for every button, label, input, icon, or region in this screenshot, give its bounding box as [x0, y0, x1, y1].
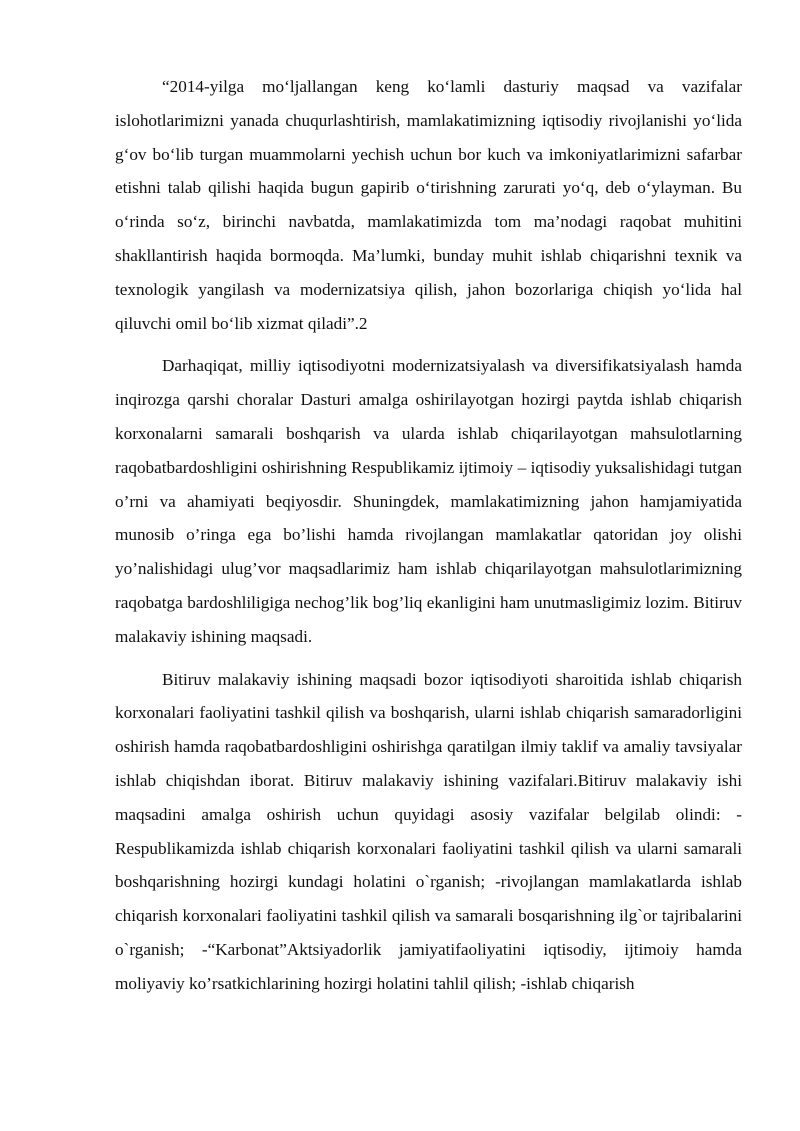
paragraph-relevance: Darhaqiqat, milliy iqtisodiyotni modernizatsiyalash va diversifikatsiyalash hamda inqirozga qarshi choralar Dasturi amalga oshirilayotgan hozirgi paytda ishlab chiqarish korxonalarni samarali boshqarish va ularda ishlab chiqarilayotgan mahsulotlarning raqobatbardoshligini oshirishning Respublikamiz ijtimoiy – iqtisodiy yuksalishidagi tutgan o’rni va ahamiyati beqiyosdir. Shuningdek, mamlakatimizning jahon hamjamiyatida munosib o’ringa ega bo’lishi hamda rivojlangan mamlakatlar qatoridan joy olishi yo’nalishidagi ulug’vor maqsadlarimiz ham ishlab chiqarilayotgan mahsulotlarimizning raqobatga bardoshliligiga nechog’lik bog’liq ekanligini ham unutmasligimiz lozim. Bitiruv malakaviy ishining maqsadi. — [115, 356, 742, 646]
document-page — [115, 70, 742, 1010]
paragraph-quote: “2014-yilga mo‘ljallangan keng ko‘lamli dasturiy maqsad va vazifalar islohotlarimizni yanada chuqurlashtirish, mamlakatimizning iqtisodiy rivojlanishi yo‘lida g‘ov bo‘lib turgan muammolarni yechish uchun bor kuch va imkoniyatlarimizni safarbar etishni talab qilishi haqida bugun gapirib o‘tirishning zarurati yo‘q, deb o‘ylayman. Bu o‘rinda so‘z, birinchi navbatda, mamlakatimizda tom ma’nodagi raqobat muhitini shakllantirish haqida bormoqda. Ma’lumki, bunday muhit ishlab chiqarishni texnik va texnologik yangilash va modernizatsiya qilish, jahon bozorlariga chiqish yo‘lida hal qiluvchi omil bo‘lib xizmat qiladi”.2 — [115, 77, 742, 333]
paragraph-goal-and-tasks: Bitiruv malakaviy ishining maqsadi bozor iqtisodiyoti sharoitida ishlab chiqarish korxonalari faoliyatini tashkil qilish va boshqarish, ularni ishlab chiqarish samaradorligini oshirish hamda raqobatbardoshligini oshirishga qaratilgan ilmiy taklif va amaliy tavsiyalar ishlab chiqishdan iborat. Bitiruv malakaviy ishining vazifalari.Bitiruv malakaviy ishi maqsadini amalga oshirish uchun quyidagi asosiy vazifalar belgilab olindi: -Respublikamizda ishlab chiqarish korxonalari faoliyatini tashkil qilish va ularni samarali boshqarishning hozirgi kundagi holatini o`rganish; -rivojlangan mamlakatlarda ishlab chiqarish korxonalari faoliyatini tashkil qilish va samarali bosqarishning ilg`or tajribalarini o`rganish; -“Karbonat”Aktsiyadorlik jamiyatifaoliyatini iqtisodiy, ijtimoiy hamda moliyaviy ko’rsatkichlarining hozirgi holatini tahlil qilish; -ishlab chiqarish — [115, 669, 742, 993]
